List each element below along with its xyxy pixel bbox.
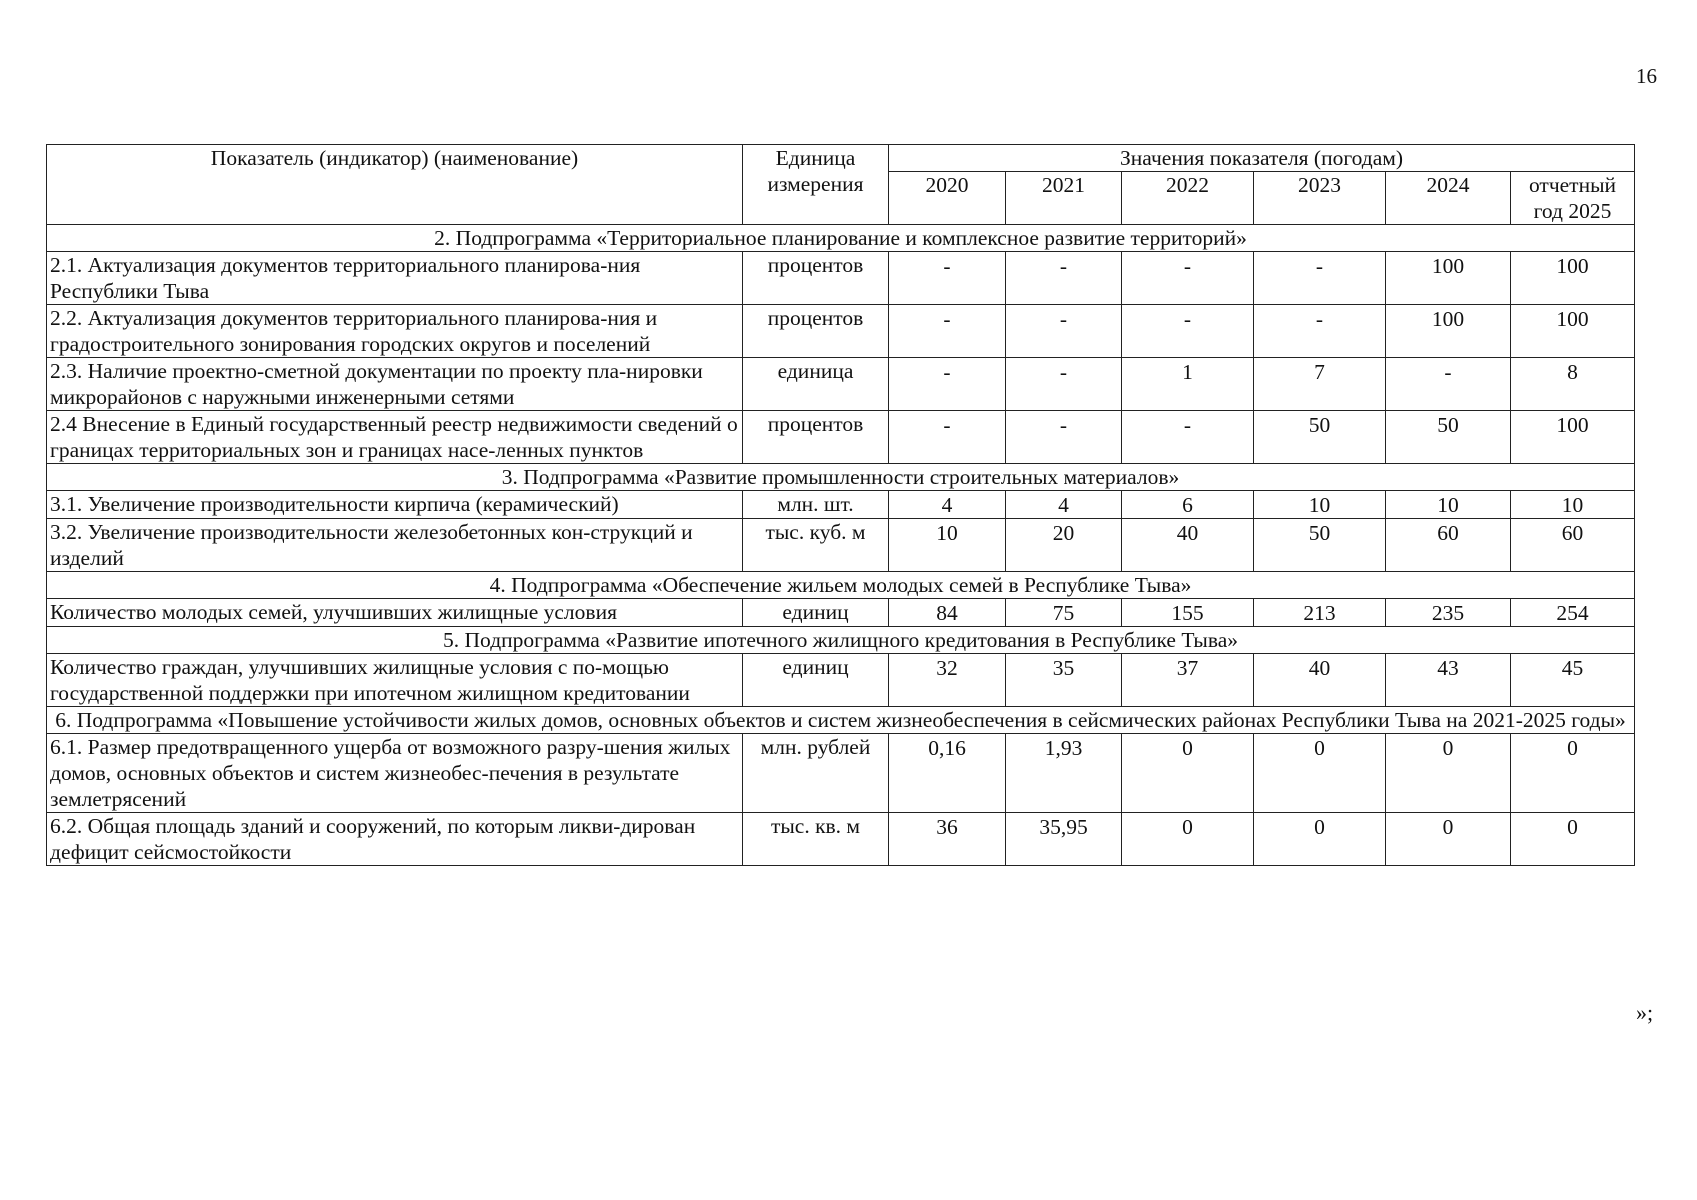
section-title: 3. Подпрограмма «Развитие промышленности строительных материалов» [47,464,1635,491]
value-cell: 254 [1511,599,1635,627]
value-cell: - [889,305,1006,358]
table-row [47,519,1635,572]
indicator-name: 6.1. Размер предотвращенного ущерба от возможного разру-шения жилых домов, основных объектов и систем жизнеобес-печения в результате землетрясений [47,734,743,813]
value-cell: 37 [1122,654,1254,707]
value-cell: 8 [1511,358,1635,411]
value-cell: 7 [1254,358,1386,411]
value-cell: 100 [1386,252,1511,305]
section-row [47,225,1635,252]
value-cell: 10 [1386,491,1511,519]
unit-cell: процентов [743,411,889,464]
value-cell: 100 [1511,305,1635,358]
value-cell: - [889,411,1006,464]
value-cell: - [1006,305,1122,358]
section-title: 4. Подпрограмма «Обеспечение жильем молодых семей в Республике Тыва» [47,572,1635,599]
value-cell: 213 [1254,599,1386,627]
value-cell: - [1006,411,1122,464]
table-row [47,305,1635,358]
unit-cell: единиц [743,599,889,627]
value-cell: 0 [1254,734,1386,813]
indicators-table [46,144,1635,866]
section-title: 2. Подпрограмма «Территориальное планирование и комплексное развитие территорий» [47,225,1635,252]
value-cell: 0 [1511,734,1635,813]
indicator-name: Количество граждан, улучшивших жилищные условия с по-мощью государственной поддержки при ипотечном жилищном кредитовании [47,654,743,707]
unit-cell: тыс. куб. м [743,519,889,572]
value-cell: - [1006,252,1122,305]
unit-cell: млн. рублей [743,734,889,813]
unit-cell: млн. шт. [743,491,889,519]
value-cell: 35,95 [1006,813,1122,866]
table-row [47,411,1635,464]
indicator-name: 2.1. Актуализация документов территориального планирова-ния Республики Тыва [47,252,743,305]
value-cell: - [1122,411,1254,464]
unit-cell: тыс. кв. м [743,813,889,866]
value-cell: 10 [1254,491,1386,519]
indicator-name: 3.1. Увеличение производительности кирпича (керамический) [47,491,743,519]
value-cell: 20 [1006,519,1122,572]
value-cell: 100 [1511,411,1635,464]
header-year: 2023 [1254,172,1386,225]
value-cell: 75 [1006,599,1122,627]
value-cell: 50 [1386,411,1511,464]
value-cell: 0 [1254,813,1386,866]
value-cell: - [1122,252,1254,305]
value-cell: - [889,252,1006,305]
header-year: 2024 [1386,172,1511,225]
indicator-name: 6.2. Общая площадь зданий и сооружений, по которым ликви-дирован дефицит сейсмостойкости [47,813,743,866]
header-year: отчетный год 2025 [1511,172,1635,225]
unit-cell: процентов [743,305,889,358]
value-cell: 6 [1122,491,1254,519]
value-cell: 60 [1511,519,1635,572]
value-cell: 1,93 [1006,734,1122,813]
section-row [47,464,1635,491]
value-cell: 235 [1386,599,1511,627]
header-year: 2021 [1006,172,1122,225]
value-cell: 43 [1386,654,1511,707]
unit-cell: единица [743,358,889,411]
table-row [47,358,1635,411]
header-values-group: Значения показателя (погодам) [889,145,1635,172]
indicator-name: 2.2. Актуализация документов территориального планирова-ния и градостроительного зонирования городских округов и поселений [47,305,743,358]
value-cell: 40 [1254,654,1386,707]
value-cell: - [889,358,1006,411]
value-cell: - [1254,305,1386,358]
section-row [47,707,1635,734]
value-cell: 0 [1386,734,1511,813]
table-row [47,813,1635,866]
indicator-name: 2.3. Наличие проектно-сметной документации по проекту пла-нировки микрорайонов с наружными инженерными сетями [47,358,743,411]
table-row [47,491,1635,519]
value-cell: 84 [889,599,1006,627]
value-cell: 155 [1122,599,1254,627]
value-cell: 0 [1511,813,1635,866]
closing-mark: »; [1636,1000,1654,1025]
table-row [47,599,1635,627]
page-number: 16 [1636,64,1657,88]
section-row [47,627,1635,654]
value-cell: - [1386,358,1511,411]
table-row [47,734,1635,813]
value-cell: 0 [1386,813,1511,866]
unit-cell: процентов [743,252,889,305]
value-cell: 45 [1511,654,1635,707]
value-cell: 0 [1122,734,1254,813]
header-row [47,145,1635,172]
value-cell: 40 [1122,519,1254,572]
section-title: 6. Подпрограмма «Повышение устойчивости жилых домов, основных объектов и систем жизнеобеспечения в сейсмических районах Республики Тыва на 2021-2025 годы» [47,707,1635,734]
header-unit: Единица измерения [743,145,889,225]
value-cell: 50 [1254,519,1386,572]
value-cell: - [1254,252,1386,305]
value-cell: 0,16 [889,734,1006,813]
table-row [47,654,1635,707]
header-year: 2020 [889,172,1006,225]
value-cell: 4 [889,491,1006,519]
value-cell: 60 [1386,519,1511,572]
section-title: 5. Подпрограмма «Развитие ипотечного жилищного кредитования в Республике Тыва» [47,627,1635,654]
value-cell: 36 [889,813,1006,866]
unit-cell: единиц [743,654,889,707]
indicator-name: 2.4 Внесение в Единый государственный реестр недвижимости сведений о границах территориальных зон и границах насе-ленных пунктов [47,411,743,464]
value-cell: 35 [1006,654,1122,707]
value-cell: 50 [1254,411,1386,464]
header-indicator: Показатель (индикатор) (наименование) [47,145,743,225]
value-cell: 32 [889,654,1006,707]
value-cell: 4 [1006,491,1122,519]
value-cell: - [1122,305,1254,358]
value-cell: 1 [1122,358,1254,411]
value-cell: 10 [1511,491,1635,519]
value-cell: 100 [1511,252,1635,305]
header-year: 2022 [1122,172,1254,225]
value-cell: 100 [1386,305,1511,358]
indicator-name: 3.2. Увеличение производительности железобетонных кон-струкций и изделий [47,519,743,572]
value-cell: 0 [1122,813,1254,866]
value-cell: - [1006,358,1122,411]
table-row [47,252,1635,305]
section-row [47,572,1635,599]
value-cell: 10 [889,519,1006,572]
indicator-name: Количество молодых семей, улучшивших жилищные условия [47,599,743,627]
